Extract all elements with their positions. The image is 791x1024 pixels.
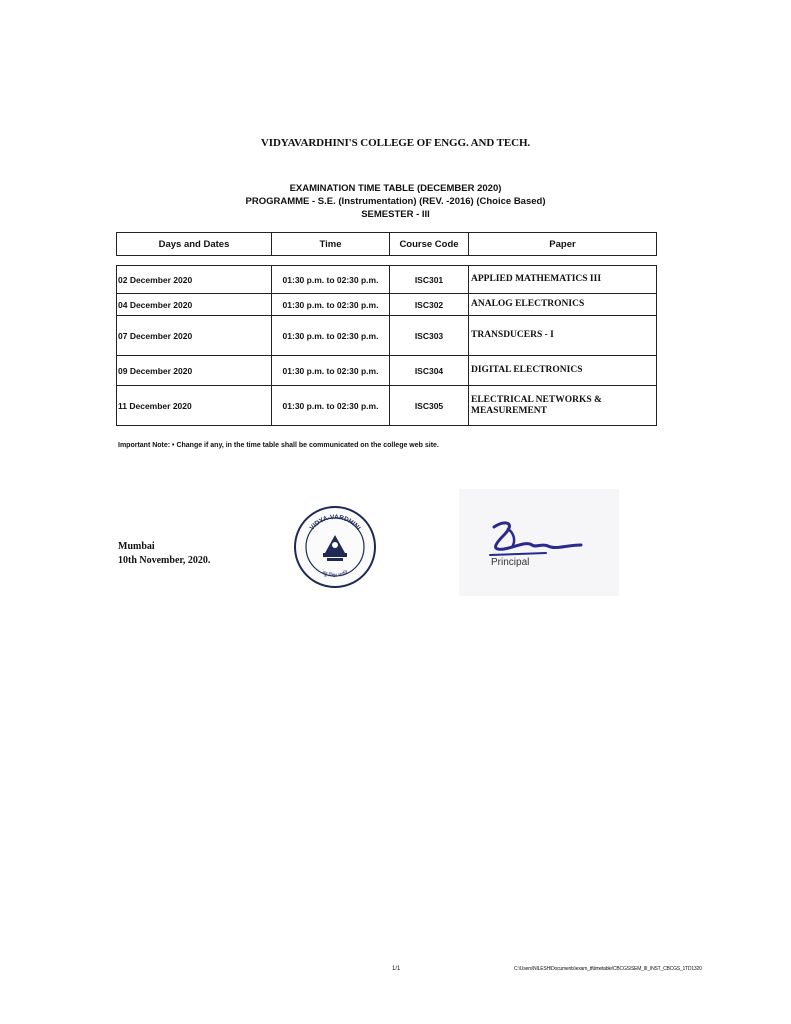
seal-top-text: VIDYA-VARDHINI [308, 513, 362, 532]
course-code-cell: ISC302 [389, 294, 468, 315]
paper-cell: ANALOG ELECTRONICS [468, 294, 656, 315]
college-name: VIDYAVARDHINI'S COLLEGE OF ENGG. AND TECH. [260, 137, 531, 149]
column-header-code: Course Code [389, 233, 468, 255]
time-cell: 01:30 p.m. to 02:30 p.m. [271, 356, 389, 385]
course-code-cell: ISC305 [389, 386, 468, 425]
time-cell: 01:30 p.m. to 02:30 p.m. [271, 266, 389, 293]
table-row [117, 385, 656, 425]
table-row [117, 266, 656, 293]
column-header-time: Time [271, 233, 389, 255]
table-header [116, 232, 657, 256]
seal-bottom-text: बहु विद्या भवति [320, 569, 350, 580]
exam-title: EXAMINATION TIME TABLE (DECEMBER 2020) [289, 183, 502, 194]
paper-cell: DIGITAL ELECTRONICS [468, 356, 656, 385]
paper-cell: APPLIED MATHEMATICS III [468, 266, 656, 293]
signature-caption: Principal [491, 557, 530, 568]
date-cell: 11 December 2020 [118, 400, 192, 411]
time-cell: 01:30 p.m. to 02:30 p.m. [271, 386, 389, 425]
programme-title: PROGRAMME - S.E. (Instrumentation) (REV. -2016) (Choice Based) [245, 196, 546, 207]
date-cell: 02 December 2020 [118, 274, 193, 285]
paper-cell: TRANSDUCERS - I [468, 316, 656, 355]
date-cell: 09 December 2020 [118, 365, 193, 376]
page-number: 1/1 [392, 966, 401, 972]
paper-cell: ELECTRICAL NETWORKS & MEASUREMENT [468, 386, 656, 425]
time-cell: 01:30 p.m. to 02:30 p.m. [271, 294, 389, 315]
table-row [117, 355, 656, 385]
file-path: C:\Users\NILESH\Documents\exam_tt\timetable\CBCGS\SEM_III_INST_CBCGS_1TD1320 [514, 966, 702, 972]
table-row [117, 315, 656, 355]
date-cell: 04 December 2020 [118, 299, 193, 310]
date-cell: 07 December 2020 [118, 330, 193, 341]
issue-date: 10th November, 2020. [118, 555, 211, 566]
principal-signature-icon [486, 515, 586, 560]
timetable [116, 265, 657, 426]
place: Mumbai [118, 541, 155, 552]
time-cell: 01:30 p.m. to 02:30 p.m. [271, 316, 389, 355]
table-row [117, 293, 656, 315]
college-seal-icon [293, 505, 377, 589]
course-code-cell: ISC303 [389, 316, 468, 355]
column-header-paper: Paper [468, 233, 656, 255]
course-code-cell: ISC301 [389, 266, 468, 293]
column-header-date: Days and Dates [158, 238, 230, 250]
semester-title: SEMESTER - III [361, 209, 430, 220]
important-note: Important Note: • Change if any, in the time table shall be communicated on the college web site. [118, 442, 439, 449]
course-code-cell: ISC304 [389, 356, 468, 385]
